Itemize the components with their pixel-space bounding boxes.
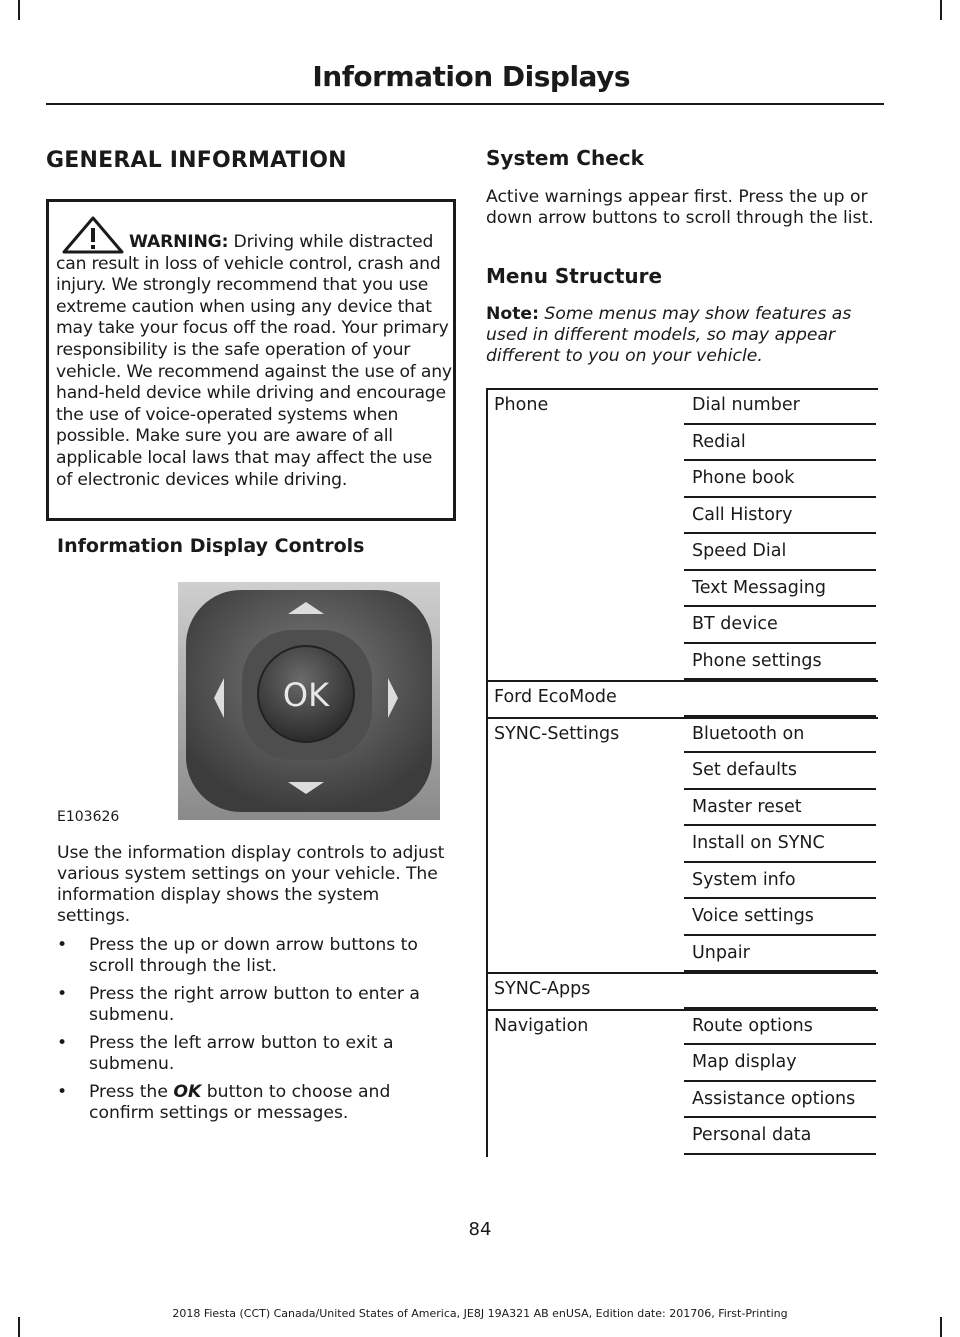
crop-mark xyxy=(940,0,942,20)
menu-item-cell xyxy=(684,1118,876,1155)
note-text: Some menus may show features as used in different models, so may appear different to you on your vehicle. xyxy=(486,304,852,366)
table-row xyxy=(486,534,878,571)
menu-item-cell xyxy=(684,388,876,425)
table-row xyxy=(486,863,878,900)
system-check-text: Active warnings appear first. Press the up or down arrow buttons to scroll through the list. xyxy=(486,187,874,228)
table-left-border xyxy=(486,388,488,1157)
warning-body: Driving while distracted can result in loss of vehicle control, crash and injury. We strongly recommend that you use extreme caution when using any device that may take your focus off the road. Your primary responsibility is the safe operation of your vehicle. We recommend against the use of any hand-held device while driving and encourage the use of voice-operated systems when possible. Make sure you are aware of all applicable local laws that may affect the use of electronic devices while driving. xyxy=(56,232,452,490)
section-heading: GENERAL INFORMATION xyxy=(46,148,347,173)
menu-item-cell xyxy=(684,1082,876,1119)
menu-item-cell xyxy=(684,571,876,608)
information-display-controls-image xyxy=(178,582,440,820)
warning-box xyxy=(46,199,456,521)
table-row xyxy=(486,571,878,608)
menu-item: System info xyxy=(692,869,796,890)
list-item: • Press the up or down arrow buttons to scroll through the list. xyxy=(57,935,418,976)
menu-item: Route options xyxy=(692,1015,813,1036)
menu-item: Personal data xyxy=(692,1125,812,1145)
table-row xyxy=(486,1009,878,1046)
crop-mark xyxy=(18,0,20,20)
table-row xyxy=(486,498,878,535)
list-item: • Press the OK button to choose and confirm settings or messages. xyxy=(57,1082,391,1123)
menu-item: Voice settings xyxy=(692,906,814,926)
page-header-title: Information Displays xyxy=(312,60,630,93)
menu-item: Phone book xyxy=(692,468,795,488)
menu-category: Navigation xyxy=(494,1015,589,1036)
menu-category: SYNC-Apps xyxy=(494,979,591,999)
menu-item: Call History xyxy=(692,504,793,525)
table-row xyxy=(486,1118,878,1155)
table-row xyxy=(486,1045,878,1082)
menu-item-cell xyxy=(684,425,876,462)
table-row xyxy=(486,644,878,681)
list-item: • Press the left arrow button to exit a submenu. xyxy=(57,1033,394,1074)
menu-item: Unpair xyxy=(692,942,750,963)
menu-item: Set defaults xyxy=(692,760,797,780)
bullet-marker: • xyxy=(57,935,68,955)
menu-item: Redial xyxy=(692,431,746,452)
menu-item-cell xyxy=(684,863,876,900)
table-row xyxy=(486,790,878,827)
menu-item-cell xyxy=(684,607,876,644)
menu-item-cell xyxy=(684,826,876,863)
menu-item: Speed Dial xyxy=(692,541,787,561)
table-row xyxy=(486,388,878,425)
ok-button-label: OK xyxy=(282,676,330,714)
menu-item: Bluetooth on xyxy=(692,723,805,744)
table-row xyxy=(486,425,878,462)
table-row xyxy=(486,717,878,754)
menu-item-cell xyxy=(684,498,876,535)
menu-item-cell xyxy=(684,753,876,790)
crop-mark xyxy=(18,1317,20,1337)
menu-item: BT device xyxy=(692,614,778,634)
menu-item-cell xyxy=(684,972,876,1009)
warning-label: WARNING: xyxy=(129,232,229,252)
table-row xyxy=(486,680,878,717)
menu-item: Install on SYNC xyxy=(692,833,825,853)
menu-item: Map display xyxy=(692,1052,797,1072)
bullet-marker: • xyxy=(57,1082,68,1102)
crop-mark xyxy=(940,1317,942,1337)
menu-item-cell xyxy=(684,461,876,498)
menu-item: Assistance options xyxy=(692,1088,856,1109)
table-row xyxy=(486,936,878,973)
menu-item-cell xyxy=(684,717,876,754)
menu-item-cell xyxy=(684,790,876,827)
menu-item-cell xyxy=(684,936,876,973)
controls-heading: Information Display Controls xyxy=(57,535,365,557)
menu-item: Phone settings xyxy=(692,650,822,671)
ok-emphasis: OK xyxy=(173,1082,202,1102)
table-row xyxy=(486,461,878,498)
menu-structure-heading: Menu Structure xyxy=(486,264,663,288)
table-row xyxy=(486,1082,878,1119)
note-label: Note: xyxy=(486,304,539,324)
menu-item-cell xyxy=(684,680,876,717)
menu-item-cell xyxy=(684,1009,876,1046)
bullet-marker: • xyxy=(57,1033,68,1053)
system-check-heading: System Check xyxy=(486,146,644,170)
controls-bullet-list xyxy=(57,935,452,1131)
menu-item-cell xyxy=(684,534,876,571)
menu-category: SYNC-Settings xyxy=(494,723,620,744)
menu-item-cell xyxy=(684,1045,876,1082)
list-item: • Press the right arrow button to enter a submenu. xyxy=(57,984,420,1025)
header-rule xyxy=(46,103,884,105)
table-row xyxy=(486,753,878,790)
menu-item: Text Messaging xyxy=(692,577,826,598)
table-row xyxy=(486,607,878,644)
page-footer: 2018 Fiesta (CCT) Canada/United States of America, JE8J 19A321 AB enUSA, Edition date: 201706, First-Printing xyxy=(172,1307,788,1320)
table-row xyxy=(486,972,878,1009)
menu-note xyxy=(486,304,886,367)
menu-item-cell xyxy=(684,899,876,936)
menu-structure-table xyxy=(486,388,878,1155)
page-number: 84 xyxy=(468,1219,492,1240)
controls-paragraph: Use the information display controls to adjust various system settings on your vehicle. The information display shows the system settings. xyxy=(57,843,445,926)
menu-item: Master reset xyxy=(692,796,802,817)
menu-item: Dial number xyxy=(692,395,800,415)
menu-item-cell xyxy=(684,644,876,681)
figure-id: E103626 xyxy=(57,809,120,825)
table-row xyxy=(486,899,878,936)
warning-text xyxy=(56,232,452,491)
table-row xyxy=(486,826,878,863)
menu-category: Ford EcoMode xyxy=(494,687,617,707)
menu-category: Phone xyxy=(494,395,549,415)
bullet-marker: • xyxy=(57,984,68,1004)
